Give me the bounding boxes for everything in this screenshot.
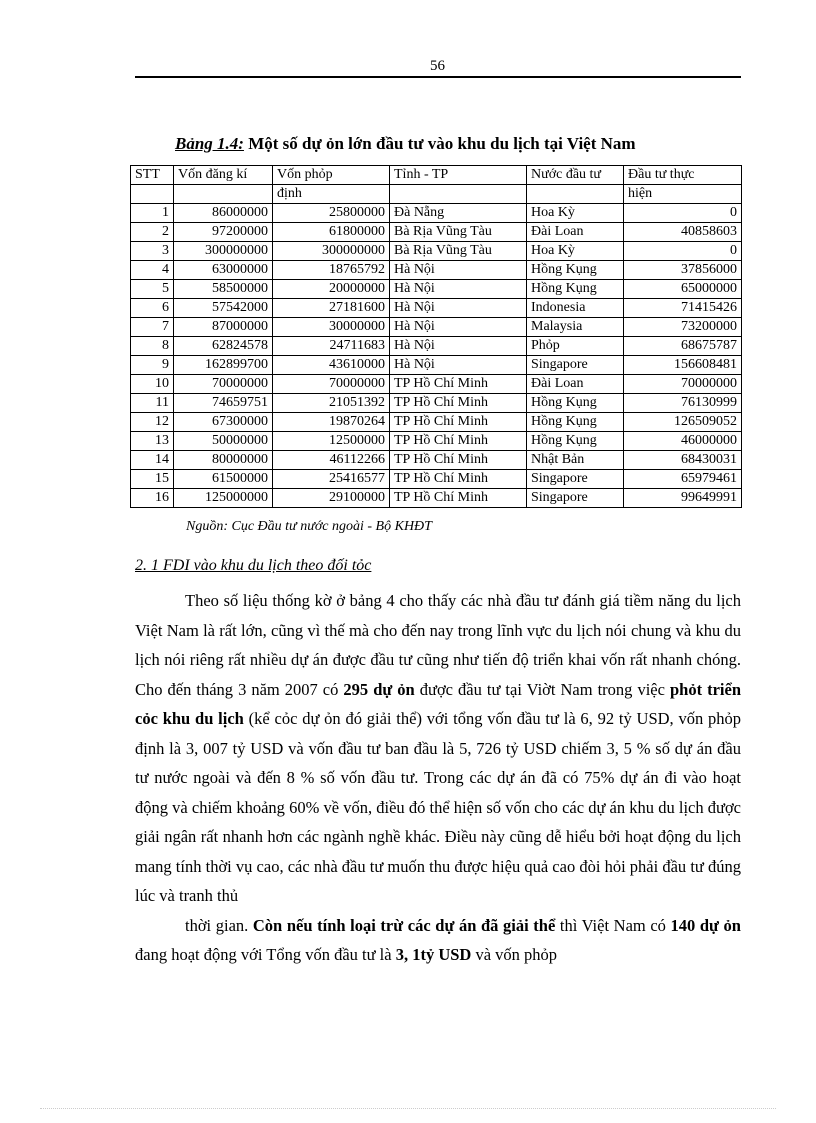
table-row	[131, 451, 742, 470]
bold-text: phỏt triển cỏc khu du lịch	[135, 679, 741, 728]
header-rule	[135, 76, 741, 78]
table-cell: Hà Nội	[390, 280, 527, 299]
table-row	[131, 489, 742, 508]
table-cell: 1	[131, 204, 174, 223]
table-cell: TP Hồ Chí Minh	[390, 470, 527, 489]
table-cell: 13	[131, 432, 174, 451]
table-cell: 76130999	[624, 394, 742, 413]
table-cell: 11	[131, 394, 174, 413]
table-cell: TP Hồ Chí Minh	[390, 451, 527, 470]
table-header-cell	[390, 185, 527, 204]
table-cell: 68675787	[624, 337, 742, 356]
table-cell: Đà Nẵng	[390, 204, 527, 223]
table-row	[131, 204, 742, 223]
table-row	[131, 356, 742, 375]
table-cell: Hoa Kỳ	[527, 204, 624, 223]
table-cell: 156608481	[624, 356, 742, 375]
table-cell: 70000000	[273, 375, 390, 394]
table-cell: 7	[131, 318, 174, 337]
paragraph	[135, 911, 741, 970]
table-cell: 25800000	[273, 204, 390, 223]
page-number: 56	[430, 58, 445, 74]
table-cell: Singapore	[527, 470, 624, 489]
table-cell: Malaysia	[527, 318, 624, 337]
table-cell: 86000000	[174, 204, 273, 223]
table-cell: 87000000	[174, 318, 273, 337]
table-cell: Đài Loan	[527, 223, 624, 242]
table-cell: Hồng Kụng	[527, 394, 624, 413]
paragraph	[135, 586, 741, 911]
table-header-row	[131, 185, 742, 204]
table-row	[131, 432, 742, 451]
table-cell: 80000000	[174, 451, 273, 470]
table-cell: 71415426	[624, 299, 742, 318]
table-cell: 0	[624, 242, 742, 261]
table-row	[131, 337, 742, 356]
table-header-cell: định	[273, 185, 390, 204]
bold-text: Còn nếu tính loại trừ các dự án đã giải thể	[252, 915, 556, 935]
source-note: Nguồn: Cục Đầu tư nước ngoài - Bộ KHĐT	[186, 519, 432, 534]
text-run: đang hoạt động với Tổng vốn đầu tư là	[135, 945, 396, 964]
table-cell: 68430031	[624, 451, 742, 470]
table-cell: Nhật Bản	[527, 451, 624, 470]
table-cell: Hoa Kỳ	[527, 242, 624, 261]
body-text	[135, 586, 741, 970]
table-cell: TP Hồ Chí Minh	[390, 432, 527, 451]
table-cell: 21051392	[273, 394, 390, 413]
table-cell: 65979461	[624, 470, 742, 489]
text-run: và vốn phỏp	[471, 945, 558, 964]
table-cell: 5	[131, 280, 174, 299]
table-cell: 300000000	[174, 242, 273, 261]
table-row	[131, 299, 742, 318]
table-cell: TP Hồ Chí Minh	[390, 489, 527, 508]
table-title-label: Bảng 1.4:	[175, 134, 244, 153]
table-cell: 61800000	[273, 223, 390, 242]
table-cell: Phỏp	[527, 337, 624, 356]
table-cell: 29100000	[273, 489, 390, 508]
bold-text: 3, 1tỷ USD	[395, 945, 472, 964]
table-cell: 16	[131, 489, 174, 508]
table-cell: 73200000	[624, 318, 742, 337]
table-title-text: Một số dự ỏn lớn đầu tư vào khu du lịch tại Việt Nam	[243, 134, 636, 153]
table-header-cell: STT	[131, 166, 174, 185]
table-cell: 10	[131, 375, 174, 394]
table-cell: 62824578	[174, 337, 273, 356]
text-run: được đầu tư tại Viờt Nam trong việc	[414, 679, 670, 699]
table-cell: 40858603	[624, 223, 742, 242]
table-header-cell: Nước đầu tư	[527, 166, 624, 185]
table-row	[131, 413, 742, 432]
table-cell: 2	[131, 223, 174, 242]
table-row	[131, 242, 742, 261]
table-cell: Hà Nội	[390, 299, 527, 318]
text-run: thời gian.	[185, 915, 253, 935]
table-cell: Singapore	[527, 356, 624, 375]
table-cell: Hà Nội	[390, 261, 527, 280]
table-cell: 18765792	[273, 261, 390, 280]
bold-text: 295 dự ỏn	[343, 679, 415, 699]
table-header-cell: Tỉnh - TP	[390, 166, 527, 185]
table-cell: 58500000	[174, 280, 273, 299]
table-cell: Indonesia	[527, 299, 624, 318]
bold-text: 140 dự ỏn	[670, 915, 741, 935]
table-cell: 19870264	[273, 413, 390, 432]
table-cell: TP Hồ Chí Minh	[390, 375, 527, 394]
table-header-cell	[527, 185, 624, 204]
table-cell: 70000000	[624, 375, 742, 394]
table-cell: 97200000	[174, 223, 273, 242]
table-row	[131, 223, 742, 242]
table-cell: 74659751	[174, 394, 273, 413]
table-cell: 61500000	[174, 470, 273, 489]
table-cell: 65000000	[624, 280, 742, 299]
table-cell: Hà Nội	[390, 337, 527, 356]
table-row	[131, 280, 742, 299]
table-cell: 14	[131, 451, 174, 470]
table-cell: 6	[131, 299, 174, 318]
footer-rule	[40, 1108, 776, 1109]
table-cell: 162899700	[174, 356, 273, 375]
table-cell: Hồng Kụng	[527, 261, 624, 280]
table-cell: 99649991	[624, 489, 742, 508]
investment-table	[130, 165, 742, 508]
table-cell: 70000000	[174, 375, 273, 394]
table-cell: 50000000	[174, 432, 273, 451]
table-row	[131, 261, 742, 280]
table-cell: 37856000	[624, 261, 742, 280]
table-cell: 24711683	[273, 337, 390, 356]
table-cell: 43610000	[273, 356, 390, 375]
table-cell: Bà Rịa Vũng Tàu	[390, 242, 527, 261]
table-cell: 67300000	[174, 413, 273, 432]
table-cell: Hà Nội	[390, 356, 527, 375]
table-cell: Đài Loan	[527, 375, 624, 394]
table-cell: 12	[131, 413, 174, 432]
table-row	[131, 394, 742, 413]
table-cell: 0	[624, 204, 742, 223]
table-cell: 12500000	[273, 432, 390, 451]
table-cell: 126509052	[624, 413, 742, 432]
table-cell: 15	[131, 470, 174, 489]
text-run: Theo số liệu thống kờ ở bảng 4 cho thấy các nhà đầu tư đánh giá tiềm năng du lịch Việt Nam là rất lớn, cũng vì thế mà cho đến nay trong lĩnh vực du lịch nói chung và khu du lịch nói riêng rất nhiều dự án được đầu tư cũng như tiến độ triển khai vốn rất nhanh chóng. Cho đến tháng 3 năm 2007 có	[135, 591, 741, 699]
table-cell: 27181600	[273, 299, 390, 318]
table-cell: Hồng Kụng	[527, 432, 624, 451]
table-cell: 4	[131, 261, 174, 280]
table-cell: 46000000	[624, 432, 742, 451]
table-header-cell: hiện	[624, 185, 742, 204]
table-cell: 8	[131, 337, 174, 356]
table-cell: Bà Rịa Vũng Tàu	[390, 223, 527, 242]
table-cell: 63000000	[174, 261, 273, 280]
table-row	[131, 318, 742, 337]
table-header-cell	[131, 185, 174, 204]
table-header-cell	[174, 185, 273, 204]
table-cell: 20000000	[273, 280, 390, 299]
table-cell: 57542000	[174, 299, 273, 318]
text-run: thì Việt Nam có	[555, 915, 671, 935]
table-cell: Hồng Kụng	[527, 413, 624, 432]
table-cell: Singapore	[527, 489, 624, 508]
table-cell: TP Hồ Chí Minh	[390, 394, 527, 413]
table-header-cell: Vốn đăng kí	[174, 166, 273, 185]
table-cell: 300000000	[273, 242, 390, 261]
table-row	[131, 375, 742, 394]
table-cell: 125000000	[174, 489, 273, 508]
table-cell: TP Hồ Chí Minh	[390, 413, 527, 432]
table-header-cell: Đầu tư thực	[624, 166, 742, 185]
text-run: (kể cỏc dự ỏn đó giải thể) với tổng vốn đầu tư là 6, 92 tỷ USD, vốn phỏp định là 3, 007 tỷ USD và vốn đầu tư ban đầu là 5, 726 tỷ USD chiếm 3, 5 % số dự án đầu tư nước ngoài và đến 8 % số vốn đầu tư. Trong các dự án đã có 75% dự án đi vào hoạt động và chiếm khoảng 60% về vốn, điều đó thể hiện số vốn cho các dự án khu du lịch được giải ngân rất nhanh hơn các ngành nghề khác. Điều này cũng dễ hiểu bởi hoạt động du lịch mang tính thời vụ cao, các nhà đầu tư muốn thu được hiệu quả cao đòi hỏi phải đầu tư đúng lúc và tranh thủ	[135, 709, 742, 905]
table-cell: 3	[131, 242, 174, 261]
table-cell: 25416577	[273, 470, 390, 489]
table-row	[131, 470, 742, 489]
table-header-cell: Vốn phỏp	[273, 166, 390, 185]
table-title	[175, 134, 735, 154]
table-cell: 9	[131, 356, 174, 375]
table-cell: Hồng Kụng	[527, 280, 624, 299]
table-cell: 46112266	[273, 451, 390, 470]
table-header-row	[131, 166, 742, 185]
table-cell: 30000000	[273, 318, 390, 337]
table-cell: Hà Nội	[390, 318, 527, 337]
section-heading: 2. 1 FDI vào khu du lịch theo đối tỏc	[135, 557, 372, 574]
